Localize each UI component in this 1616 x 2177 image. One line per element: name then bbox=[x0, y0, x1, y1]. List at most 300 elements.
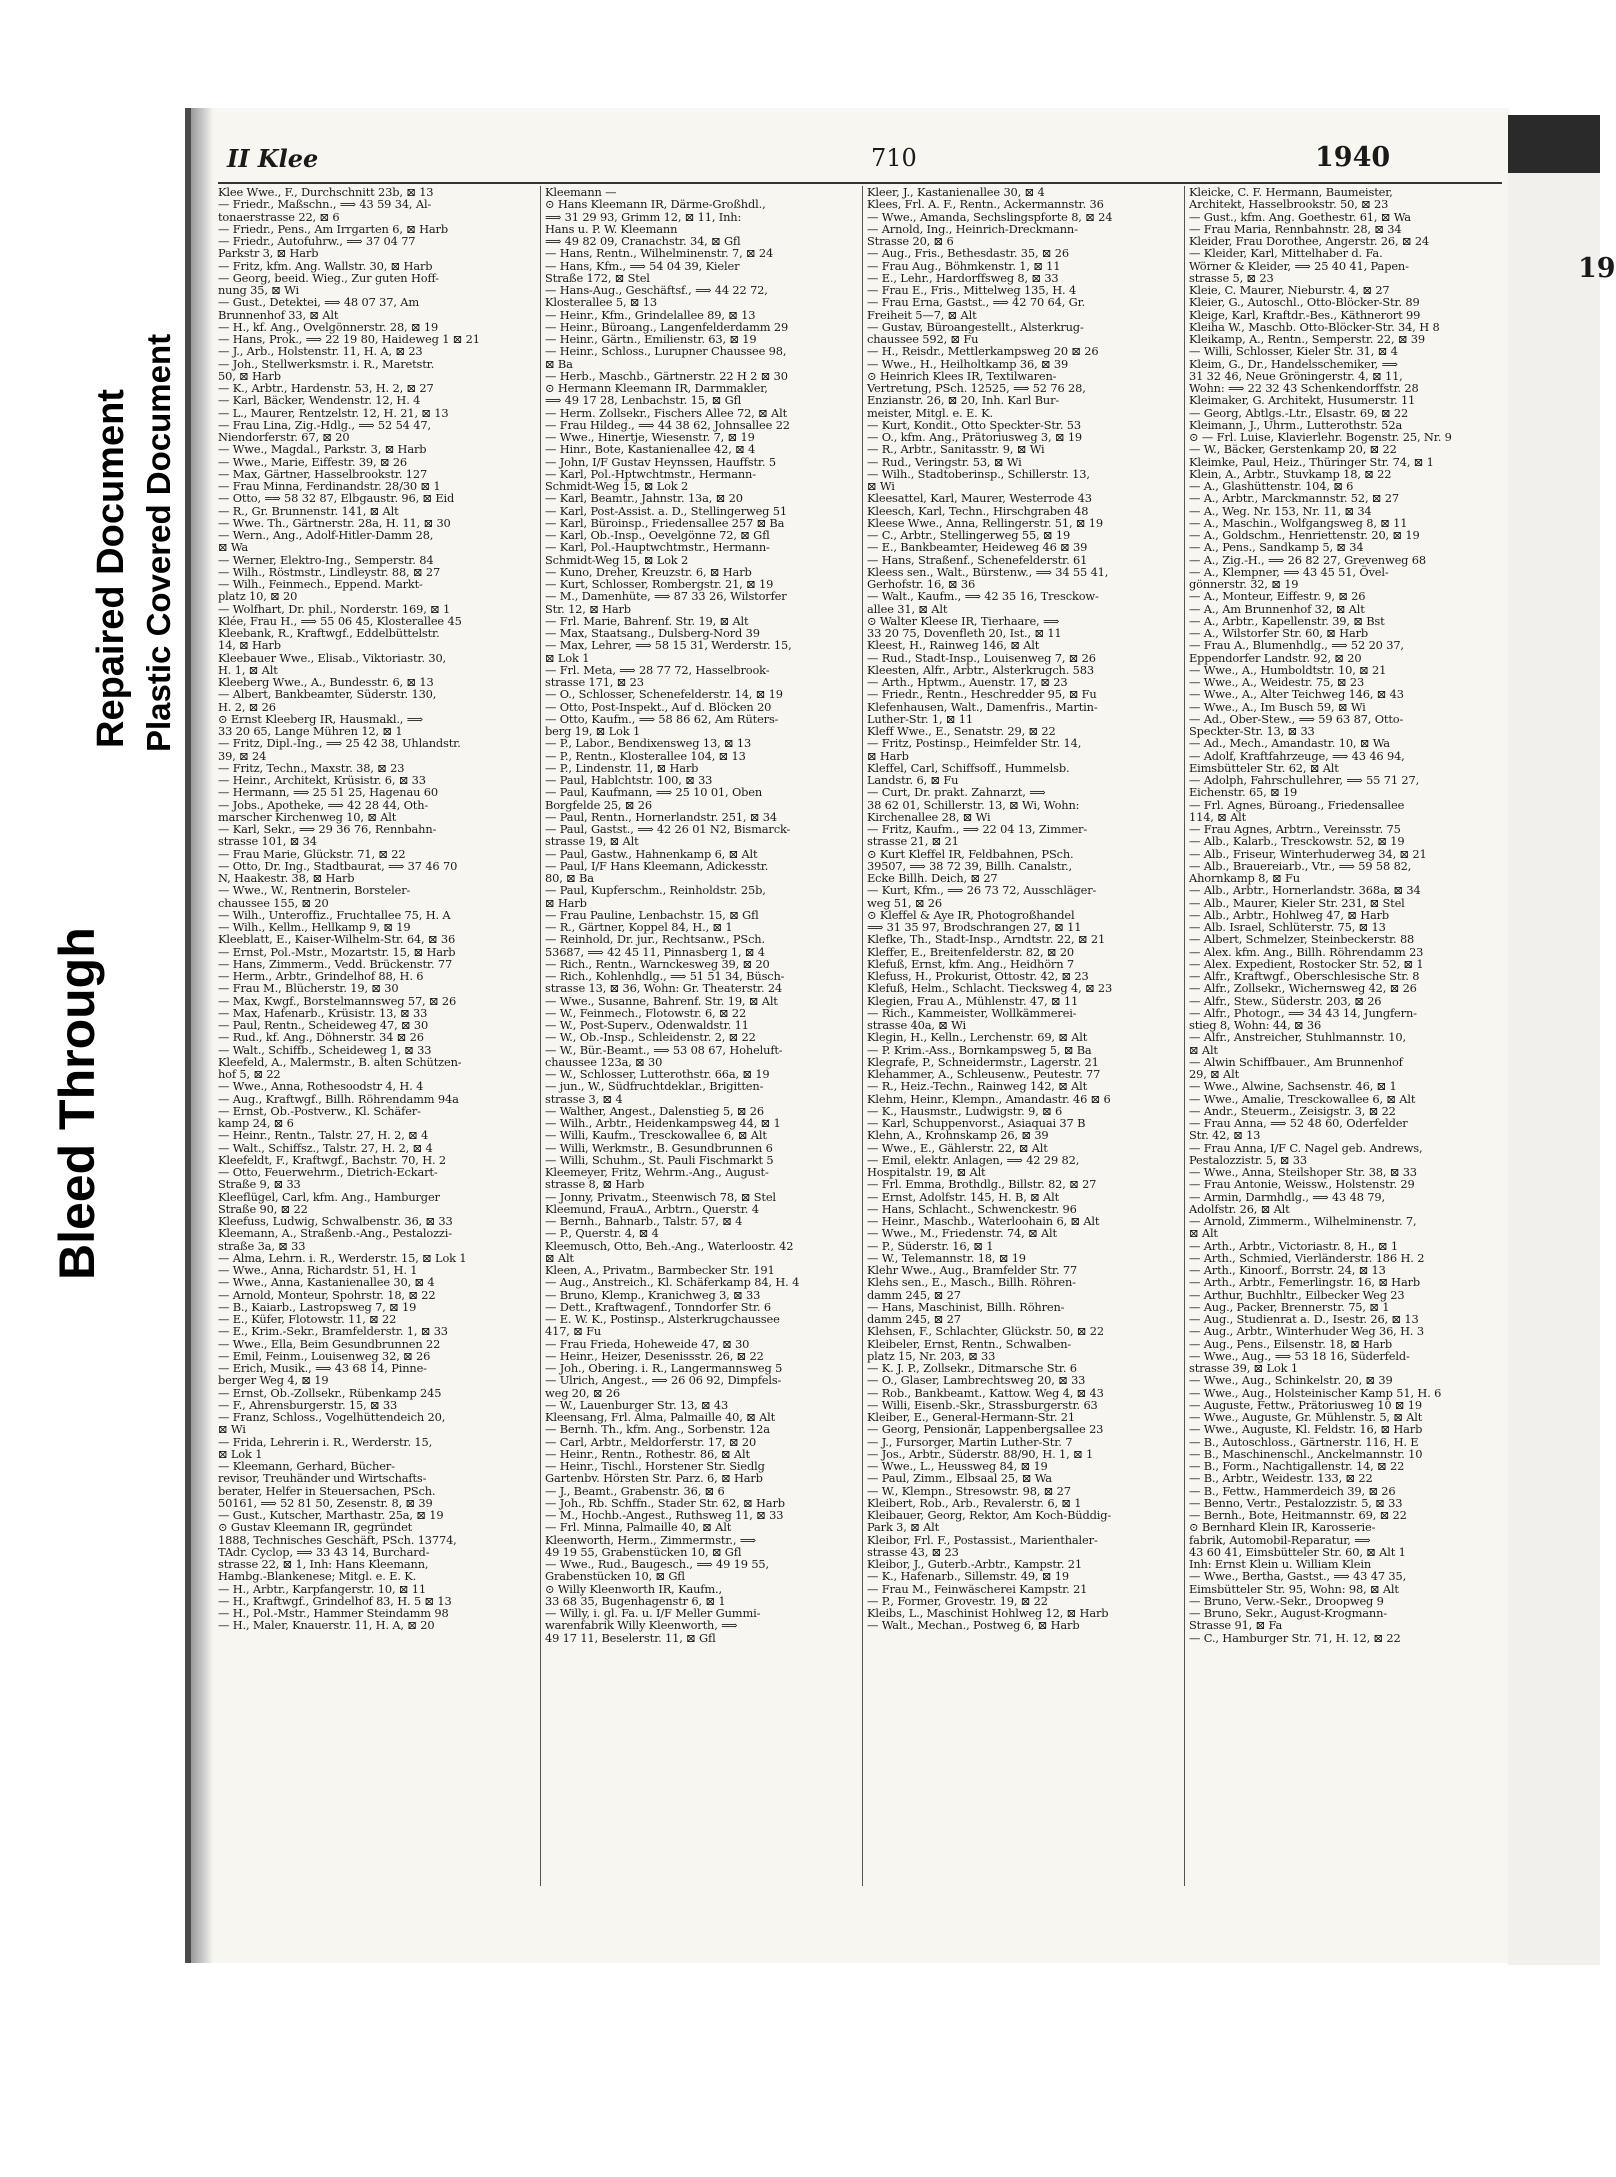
directory-entry: — Fritz, kfm. Ang. Wallstr. 30, ⊠ Harb bbox=[218, 258, 433, 273]
directory-entry: — Karl, Post-Assist. a. D., Stellingerweg 51 bbox=[545, 503, 787, 518]
directory-entry: — Max, Kwgf., Borstelmannsweg 57, ⊠ 26 bbox=[218, 993, 457, 1008]
directory-entry: — Frau Antonie, Weissw., Holstenstr. 29 bbox=[1189, 1177, 1415, 1192]
directory-entry: — P., Querstr. 4, ⊠ 4 bbox=[545, 1226, 659, 1241]
directory-entry: — C., Hamburger Str. 71, H. 12, ⊠ 22 bbox=[1189, 1630, 1401, 1645]
directory-entry: Klefke, Th., Stadt-Insp., Arndtstr. 22, ⊠ 21 bbox=[867, 932, 1106, 947]
directory-entry: damm 245, ⊠ 27 bbox=[867, 1287, 961, 1302]
directory-entry: berater, Helfer in Steuersachen, PSch. bbox=[218, 1483, 436, 1498]
directory-entry: Schmidt-Weg 15, ⊠ Lok 2 bbox=[545, 479, 689, 493]
directory-entry: — Wwe., Auguste, Kl. Feldstr. 16, ⊠ Harb bbox=[1189, 1422, 1423, 1437]
directory-entry: — Alb., Brauereiarb., Vtr., ⟹ 59 58 82, bbox=[1189, 858, 1412, 873]
directory-entry: nung 35, ⊠ Wi bbox=[218, 283, 300, 297]
directory-entry: strasse 19, ⊠ Alt bbox=[545, 834, 639, 849]
directory-entry: — E., Krim.-Sekr., Bramfelderstr. 1, ⊠ 33 bbox=[218, 1324, 448, 1339]
directory-entry: — Wwe., Marie, Eiffestr. 39, ⊠ 26 bbox=[218, 454, 408, 469]
directory-entry: — Adolf, Kraftfahrzeuge, ⟹ 43 46 94, bbox=[1189, 748, 1405, 763]
directory-entry: ⊠ Wi bbox=[218, 1422, 246, 1437]
directory-entry: — Friedr., Pens., Am Irrgarten 6, ⊠ Harb bbox=[218, 221, 448, 236]
directory-entry: 39507, ⟹ 38 72 39, Billh. Canalstr., bbox=[867, 858, 1073, 873]
directory-entry: — Alb., Arbtr., Hornerlandstr. 368a, ⊠ 34 bbox=[1189, 883, 1421, 898]
directory-entry: — Kurt, Schlosser, Rombergstr. 21, ⊠ 19 bbox=[545, 577, 774, 591]
directory-entry: — Alb. Israel, Schlüterstr. 75, ⊠ 13 bbox=[1189, 920, 1386, 934]
directory-entry: — W., Klempn., Stresowstr. 98, ⊠ 27 bbox=[867, 1483, 1071, 1498]
directory-entry: — Bernh., Bahnarb., Talstr. 57, ⊠ 4 bbox=[545, 1214, 743, 1228]
directory-entry: — jun., W., Südfruchtdeklar., Brigitten- bbox=[545, 1079, 764, 1094]
directory-entry: — Walt., Mechan., Postweg 6, ⊠ Harb bbox=[867, 1618, 1080, 1633]
directory-entry: — Werner, Elektro-Ing., Semperstr. 84 bbox=[218, 552, 434, 567]
directory-entry: Straße 9, ⊠ 33 bbox=[218, 1177, 301, 1192]
directory-entry: — Wwe., Alwine, Sachsenstr. 46, ⊠ 1 bbox=[1189, 1079, 1397, 1094]
directory-entry: — H., Arbtr., Karpfangerstr. 10, ⊠ 11 bbox=[218, 1581, 426, 1596]
directory-entry: — R., Gärtner, Koppel 84, H., ⊠ 1 bbox=[545, 920, 733, 934]
directory-entry: — Ulrich, Angest., ⟹ 26 06 92, Dimpfels- bbox=[545, 1373, 782, 1388]
directory-entry: Wörner & Kleider, ⟹ 25 40 41, Papen- bbox=[1189, 258, 1409, 273]
directory-entry: — A., Glashüttenstr. 104, ⊠ 6 bbox=[1189, 479, 1354, 493]
directory-entry: Klehammer, A., Schleusenw., Peutestr. 77 bbox=[867, 1067, 1101, 1081]
directory-entry: — Alfr., Anstreicher, Stuhlmannstr. 10, bbox=[1189, 1030, 1406, 1045]
directory-entry: — H., kf. Ang., Ovelgönnerstr. 28, ⊠ 19 bbox=[218, 319, 439, 334]
directory-entry: Speckter-Str. 13, ⊠ 33 bbox=[1189, 724, 1315, 738]
directory-entry: Klein, A., Arbtr., Stuvkamp 18, ⊠ 22 bbox=[1189, 466, 1392, 481]
directory-entry: Kleesch, Karl, Techn., Hirschgraben 48 bbox=[867, 503, 1089, 518]
directory-entry: — W., Bür.-Beamt., ⟹ 53 08 67, Hoheluft- bbox=[545, 1042, 783, 1057]
directory-column-4 bbox=[1184, 186, 1501, 1886]
repaired-document-label: Repaired Document bbox=[90, 389, 132, 748]
directory-entry: — Paul, Kaufmann, ⟹ 25 10 01, Oben bbox=[545, 785, 763, 800]
page-number: 710 bbox=[871, 144, 917, 172]
directory-entry: — Wwe., Amalie, Tresckowallee 6, ⊠ Alt bbox=[1189, 1091, 1416, 1106]
page-header bbox=[215, 138, 1505, 174]
directory-entry: — F., Ahrensburgerstr. 15, ⊠ 33 bbox=[218, 1397, 398, 1412]
directory-entry: 49 17 11, Beselerstr. 11, ⊠ Gfl bbox=[545, 1630, 716, 1645]
directory-entry: — O., Glaser, Lambrechtsweg 20, ⊠ 33 bbox=[867, 1373, 1086, 1388]
directory-entry: — E., Küfer, Flotowstr. 11, ⊠ 22 bbox=[218, 1312, 397, 1326]
directory-entry: Architekt, Hasselbrookstr. 50, ⊠ 23 bbox=[1189, 197, 1389, 212]
directory-entry: — Frau Pauline, Lenbachstr. 15, ⊠ Gfl bbox=[545, 907, 759, 922]
directory-entry: 1888, Technisches Geschäft, PSch. 13774, bbox=[218, 1532, 457, 1547]
directory-entry: 39, ⊠ 24 bbox=[218, 748, 267, 763]
directory-entry: Freiheit 5—7, ⊠ Alt bbox=[867, 307, 977, 322]
directory-entry: Kleibert, Rob., Arb., Revalerstr. 6, ⊠ 1 bbox=[867, 1495, 1082, 1510]
directory-entry: — Wwe., Amanda, Sechslingspforte 8, ⊠ 24 bbox=[867, 209, 1113, 224]
directory-entry: Hans u. P. W. Kleemann bbox=[545, 221, 678, 236]
directory-entry: — Gust., Kutscher, Marthastr. 25a, ⊠ 19 bbox=[218, 1508, 444, 1522]
directory-entry: Gerhofstr. 16, ⊠ 36 bbox=[867, 577, 976, 591]
directory-entry: — Alb., Friseur, Winterhuderweg 34, ⊠ 21 bbox=[1189, 846, 1427, 861]
directory-entry: — Frau Maria, Rennbahnstr. 28, ⊠ 34 bbox=[1189, 221, 1402, 236]
directory-entry: Kleicke, C. F. Hermann, Baumeister, bbox=[1189, 185, 1393, 199]
directory-entry: — Curt, Dr. prakt. Zahnarzt, ⟹ bbox=[867, 785, 1046, 800]
directory-entry: — Wwe., L., Heussweg 84, ⊠ 19 bbox=[867, 1459, 1048, 1473]
directory-entry: — B., Maschinenschl., Anckelmannstr. 10 bbox=[1189, 1446, 1423, 1461]
directory-entry: Kleffel, Carl, Schiffsoff., Hummelsb. bbox=[867, 760, 1070, 775]
directory-entry: Kleensang, Frl. Alma, Palmaille 40, ⊠ Alt bbox=[545, 1410, 776, 1424]
directory-entry: — Willi, Schuhm., St. Pauli Fischmarkt 5 bbox=[545, 1152, 774, 1167]
directory-entry: Kleemann, A., Straßenb.-Ang., Pestalozzi- bbox=[218, 1226, 452, 1241]
directory-entry: — B., Fettw., Hammerdeich 39, ⊠ 26 bbox=[1189, 1483, 1396, 1498]
directory-entry: — Wwe., Aug., ⟹ 53 18 16, Süderfeld- bbox=[1189, 1348, 1410, 1363]
directory-entry: — Walt., Kaufm., ⟹ 42 35 16, Tresckow- bbox=[867, 589, 1099, 604]
directory-entry: — Rob., Bankbeamt., Kattow. Weg 4, ⊠ 43 bbox=[867, 1385, 1104, 1400]
directory-entry: Kleesattel, Karl, Maurer, Westerrode 43 bbox=[867, 491, 1092, 506]
directory-entry: strasse 13, ⊠ 36, Wohn: Gr. Theaterstr. 24 bbox=[545, 981, 783, 996]
directory-entry: Kleemund, FrauA., Arbtrn., Querstr. 4 bbox=[545, 1201, 759, 1216]
directory-entry: strasse 40a, ⊠ Wi bbox=[867, 1018, 967, 1032]
directory-entry: — Ad., Mech., Amandastr. 10, ⊠ Wa bbox=[1189, 736, 1390, 751]
directory-entry: Strasse 20, ⊠ 6 bbox=[867, 234, 954, 248]
directory-entry: — Rud., Veringstr. 53, ⊠ Wi bbox=[867, 454, 1022, 469]
directory-entry: ⊠ Alt bbox=[1189, 1226, 1218, 1241]
directory-entry: ⊠ Wa bbox=[218, 540, 249, 555]
directory-entry: — Karl, Pol.-Hauptwchtmstr., Hermann- bbox=[545, 540, 770, 555]
directory-entry: — Wilh., Kellm., Hellkamp 9, ⊠ 19 bbox=[218, 920, 411, 934]
directory-entry: — Aug., Packer, Brennerstr. 75, ⊠ 1 bbox=[1189, 1299, 1390, 1314]
directory-entry: Eimsbütteler Str. 95, Wohn: 98, ⊠ Alt bbox=[1189, 1581, 1399, 1596]
directory-entry: — Wwe., W., Rentnerin, Borsteler- bbox=[218, 883, 411, 898]
directory-entry: — Friedr., Maßschn., ⟹ 43 59 34, Al- bbox=[218, 197, 432, 212]
directory-entry: — Hans, Prok., ⟹ 22 19 80, Haideweg 1 ⊠ 21 bbox=[218, 332, 480, 346]
directory-entry: straße 3a, ⊠ 33 bbox=[218, 1238, 306, 1253]
directory-entry: — C., Arbtr., Stellingerweg 55, ⊠ 19 bbox=[867, 528, 1071, 542]
directory-entry: — Armin, Darmhdlg., ⟹ 43 48 79, bbox=[1189, 1189, 1385, 1204]
directory-entry: — Wwe. Th., Gärtnerstr. 28a, H. 11, ⊠ 30 bbox=[218, 515, 451, 530]
directory-entry: — Paul, Gastw., Hahnenkamp 6, ⊠ Alt bbox=[545, 846, 758, 861]
directory-entry: ⊠ Lok 1 bbox=[218, 1446, 263, 1461]
directory-entry: — Walther, Angest., Dalenstieg 5, ⊠ 26 bbox=[545, 1103, 764, 1118]
directory-entry: — Paul, I/F Hans Kleemann, Adickesstr. bbox=[545, 858, 769, 873]
directory-entry: — Wilh., Feinmech., Eppend. Markt- bbox=[218, 577, 423, 591]
directory-entry: — Paul, Rentn., Scheideweg 47, ⊠ 30 bbox=[218, 1018, 429, 1032]
directory-entry: — Wwe., Ella, Beim Gesundbrunnen 22 bbox=[218, 1336, 441, 1351]
directory-entry: Kleibor, J., Guterb.-Arbtr., Kampstr. 21 bbox=[867, 1557, 1082, 1571]
directory-entry: Kleenworth, Herm., Zimmermstr., ⟹ bbox=[545, 1532, 756, 1547]
directory-entry: — Frau Anna, I/F C. Nagel geb. Andrews, bbox=[1189, 1140, 1423, 1155]
directory-entry: — Hans, Maschinist, Billh. Röhren- bbox=[867, 1299, 1065, 1314]
directory-entry: Vertretung, PSch. 12525, ⟹ 52 76 28, bbox=[867, 381, 1086, 395]
adjacent-page-edge bbox=[1508, 115, 1616, 1965]
directory-entry: — Frau Minna, Ferdinandstr. 28/30 ⊠ 1 bbox=[218, 479, 441, 493]
directory-entry: — Wilh., Unteroffiz., Fruchtallee 75, H. A bbox=[218, 907, 451, 922]
directory-entry: — Frau Frieda, Hoheweide 47, ⊠ 30 bbox=[545, 1336, 750, 1351]
directory-entry: — P., Former, Grovestr. 19, ⊠ 22 bbox=[867, 1593, 1048, 1608]
directory-entry: 49 19 55, Grabenstücken 10, ⊠ Gfl bbox=[545, 1544, 742, 1559]
directory-entry: — Wwe., Anna, Richardstr. 51, H. 1 bbox=[218, 1263, 418, 1277]
directory-entry: — Frau Erna, Gastst., ⟹ 42 70 64, Gr. bbox=[867, 295, 1086, 310]
directory-entry: 33 20 75, Dovenfleth 20, Ist., ⊠ 11 bbox=[867, 626, 1062, 640]
directory-entry: — Joh., Obering. i. R., Langermannsweg 5 bbox=[545, 1361, 783, 1375]
directory-entry: Hambg.-Blankenese; Mitgl. e. E. K. bbox=[218, 1569, 417, 1584]
directory-entry: ⊙ Walter Kleese IR, Tierhaare, ⟹ bbox=[867, 613, 1060, 628]
directory-entry: — Adolph, Fahrschullehrer, ⟹ 55 71 27, bbox=[1189, 773, 1420, 787]
directory-entry: — A., Wilstorfer Str. 60, ⊠ Harb bbox=[1189, 626, 1369, 640]
directory-entry: Pestalozzistr. 5, ⊠ 33 bbox=[1189, 1152, 1307, 1167]
directory-entry: Brunnenhof 33, ⊠ Alt bbox=[218, 307, 339, 322]
directory-entry: 43 60 41, Eimsbütteler Str. 60, ⊠ Alt 1 bbox=[1189, 1544, 1406, 1559]
directory-entry: Kleebauer Wwe., Elisab., Viktoriastr. 30, bbox=[218, 650, 447, 665]
directory-entry: Str. 12, ⊠ Harb bbox=[545, 601, 631, 616]
directory-entry: Kleebank, R., Kraftwgf., Eddelbüttelstr. bbox=[218, 626, 440, 640]
directory-entry: — E., Bankbeamter, Heideweg 46 ⊠ 39 bbox=[867, 540, 1088, 555]
directory-entry: — Wern., Ang., Adolf-Hitler-Damm 28, bbox=[218, 528, 434, 542]
directory-entry: — Rich., Rentn., Warnckesweg 39, ⊠ 20 bbox=[545, 956, 770, 971]
directory-entry: weg 51, ⊠ 26 bbox=[867, 895, 942, 910]
directory-entry: — Wwe., Aug., Holsteinischer Kamp 51, H. 6 bbox=[1189, 1385, 1442, 1400]
directory-entry: — A., Arbtr., Marckmannstr. 52, ⊠ 27 bbox=[1189, 491, 1399, 506]
directory-entry: — A., Zig.-H., ⟹ 26 82 27, Grevenweg 68 bbox=[1189, 552, 1426, 567]
directory-entry: gönnerstr. 32, ⊠ 19 bbox=[1189, 577, 1299, 591]
directory-entry: — Aug., Fris., Bethesdastr. 35, ⊠ 26 bbox=[867, 246, 1069, 261]
directory-entry: Wohn: ⟹ 22 32 43 Schenkendorffstr. 28 bbox=[1189, 381, 1419, 395]
directory-entry: — Hans, Kfm., ⟹ 54 04 39, Kieler bbox=[545, 258, 740, 273]
directory-entry: — Hermann, ⟹ 25 51 25, Hagenau 60 bbox=[218, 785, 438, 800]
directory-entry: strasse 8, ⊠ Harb bbox=[545, 1177, 645, 1192]
directory-entry: — E., Lehr., Hardorffsweg 8, ⊠ 33 bbox=[867, 270, 1059, 285]
directory-entry: — Willi, Eisenb.-Skr., Strassburgerstr. 63 bbox=[867, 1397, 1098, 1412]
directory-entry: Grabenstücken 10, ⊠ Gfl bbox=[545, 1569, 685, 1584]
directory-entry: — Fritz, Kaufm., ⟹ 22 04 13, Zimmer- bbox=[867, 822, 1088, 836]
directory-entry: — Gust., kfm. Ang. Goethestr. 61, ⊠ Wa bbox=[1189, 209, 1411, 224]
directory-entry: — Herm., Arbtr., Grindelhof 88, H. 6 bbox=[218, 969, 424, 983]
directory-entry: — P., Süderstr. 16, ⊠ 1 bbox=[867, 1238, 994, 1253]
directory-entry: — Jos., Arbtr., Süderstr. 88/90, H. 1, ⊠ 1 bbox=[867, 1446, 1094, 1461]
directory-entry: 31 32 46, Neue Gröningerstr. 4, ⊠ 11, bbox=[1189, 368, 1403, 383]
directory-entry: strasse 101, ⊠ 34 bbox=[218, 834, 317, 849]
directory-entry: — M., Damenhüte, ⟹ 87 33 26, Wilstorfer bbox=[545, 589, 787, 604]
directory-entry: — B., Kaiarb., Lastropsweg 7, ⊠ 19 bbox=[218, 1299, 417, 1314]
directory-entry: — Georg, beeid. Wieg., Zur guten Hoff- bbox=[218, 270, 439, 285]
year-label: 1940 bbox=[1315, 142, 1391, 173]
directory-entry: — Ernst, Ob.-Zollsekr., Rübenkamp 245 bbox=[218, 1385, 442, 1400]
directory-entry: — Max, Staatsang., Dulsberg-Nord 39 bbox=[545, 626, 760, 640]
next-page-number: 19 bbox=[1578, 253, 1616, 284]
directory-entry: — Karl, Büroinsp., Friedensallee 257 ⊠ Ba bbox=[545, 515, 785, 530]
directory-entry: — Rud., kf. Ang., Döhnerstr. 34 ⊠ 26 bbox=[218, 1030, 424, 1045]
directory-entry: revisor, Treuhänder und Wirtschafts- bbox=[218, 1471, 427, 1486]
directory-entry: — Max, Hafenarb., Krüsistr. 13, ⊠ 33 bbox=[218, 1005, 428, 1020]
directory-entry: 14, ⊠ Harb bbox=[218, 638, 281, 653]
directory-entry: Schmidt-Weg 15, ⊠ Lok 2 bbox=[545, 552, 689, 567]
directory-entry: Straße 90, ⊠ 22 bbox=[218, 1201, 308, 1216]
directory-entry: — Wwe., Anna, Kastanienallee 30, ⊠ 4 bbox=[218, 1275, 435, 1290]
directory-entry: Kleff Wwe., E., Senatstr. 29, ⊠ 22 bbox=[867, 724, 1056, 738]
directory-entry: — Gust., Detektei, ⟹ 48 07 37, Am bbox=[218, 295, 420, 310]
directory-entry: ⟹ 31 35 97, Brodschrangen 27, ⊠ 11 bbox=[867, 920, 1082, 934]
directory-entry: ⊠ Lok 1 bbox=[545, 650, 590, 665]
directory-entry: ⊙ Willy Kleenworth IR, Kaufm., bbox=[545, 1581, 722, 1596]
directory-entry: — Max, Lehrer, ⟹ 58 15 31, Werderstr. 15, bbox=[545, 638, 792, 653]
directory-entry: — Bernh. Th., kfm. Ang., Sorbenstr. 12a bbox=[545, 1422, 770, 1437]
directory-entry: Enzianstr. 26, ⊠ 20, Inh. Karl Bur- bbox=[867, 393, 1060, 408]
directory-entry: — Alb., Kalarb., Tresckowstr. 52, ⊠ 19 bbox=[1189, 834, 1405, 849]
directory-entry: — Friedr., Autofuhrw., ⟹ 37 04 77 bbox=[218, 234, 416, 248]
directory-entry: Niendorferstr. 67, ⊠ 20 bbox=[218, 430, 350, 444]
directory-entry: Kleikamp, A., Rentn., Semperstr. 22, ⊠ 39 bbox=[1189, 332, 1426, 346]
directory-entry: — Hinr., Bote, Kastanienallee 42, ⊠ 4 bbox=[545, 442, 756, 457]
directory-entry: strasse 21, ⊠ 21 bbox=[867, 834, 959, 849]
directory-entry: Kleffer, E., Breitenfelderstr. 82, ⊠ 20 bbox=[867, 944, 1075, 959]
directory-entry: Strasse 91, ⊠ Fa bbox=[1189, 1618, 1283, 1633]
directory-entry: — Wolfhart, Dr. phil., Norderstr. 169, ⊠ 1 bbox=[218, 601, 451, 616]
directory-entry: Landstr. 6, ⊠ Fu bbox=[867, 773, 959, 787]
directory-entry: N, Haakestr. 38, ⊠ Harb bbox=[218, 871, 355, 885]
directory-entry: — Wwe., Anna, Rothesoodstr 4, H. 4 bbox=[218, 1079, 424, 1094]
directory-entry: — R., Heiz.-Techn., Rainweg 142, ⊠ Alt bbox=[867, 1079, 1088, 1094]
plastic-covered-label: Plastic Covered Document bbox=[140, 333, 177, 752]
directory-entry: — Reinhold, Dr. jur., Rechtsanw., PSch. bbox=[545, 932, 765, 947]
directory-entry: 38 62 01, Schillerstr. 13, ⊠ Wi, Wohn: bbox=[867, 797, 1080, 812]
directory-entry: Klehm, Heinr., Klempn., Amandastr. 46 ⊠ 6 bbox=[867, 1091, 1111, 1106]
directory-entry: — Friedr., Rentn., Heschredder 95, ⊠ Fu bbox=[867, 687, 1097, 702]
directory-entry: — Frl. Emma, Brothdlg., Billstr. 82, ⊠ 27 bbox=[867, 1177, 1097, 1192]
directory-entry: — W., Feinmech., Flotowstr. 6, ⊠ 22 bbox=[545, 1005, 747, 1020]
directory-entry: — Frau Anna, ⟹ 52 48 60, Oderfelder bbox=[1189, 1116, 1408, 1130]
directory-entry: — Otto, Feuerwehrm., Dietrich-Eckart- bbox=[218, 1165, 438, 1179]
directory-entry: — A., Maschin., Wolfgangsweg 8, ⊠ 11 bbox=[1189, 515, 1408, 530]
scan-shadow bbox=[1508, 115, 1600, 173]
directory-entry: platz 15, Nr. 203, ⊠ 33 bbox=[867, 1348, 996, 1363]
directory-entry: — Alb., Arbtr., Hohlweg 47, ⊠ Harb bbox=[1189, 907, 1390, 922]
directory-entry: Kleess sen., Walt., Bürstenw., ⟹ 34 55 41, bbox=[867, 564, 1109, 579]
directory-entry: — Karl, Schuppenvorst., Asiaquai 37 B bbox=[867, 1116, 1086, 1130]
directory-entry: — Alb., Maurer, Kieler Str. 231, ⊠ Stel bbox=[1189, 895, 1405, 910]
directory-entry: — W., Ob.-Insp., Schleidenstr. 2, ⊠ 22 bbox=[545, 1030, 756, 1045]
directory-entry: — Willi, Schlosser, Kieler Str. 31, ⊠ 4 bbox=[1189, 344, 1398, 359]
directory-entry: — Frl. Minna, Palmaille 40, ⊠ Alt bbox=[545, 1520, 732, 1535]
directory-entry: — Arth., Kinoorf., Borrstr. 24, ⊠ 13 bbox=[1189, 1263, 1386, 1277]
directory-entry: — Bruno, Verw.-Sekr., Droopweg 9 bbox=[1189, 1593, 1384, 1608]
directory-entry: — Fritz, Dipl.-Ing., ⟹ 25 42 38, Uhlandstr. bbox=[218, 736, 461, 751]
directory-entry: — A., Am Brunnenhof 32, ⊠ Alt bbox=[1189, 601, 1365, 616]
directory-entry: Gartenbv. Hörsten Str. Parz. 6, ⊠ Harb bbox=[545, 1471, 763, 1486]
directory-entry: — Wwe., Rud., Baugesch., ⟹ 49 19 55, bbox=[545, 1557, 769, 1571]
directory-entry: — Hans, Zimmerm., Vedd. Brückenstr. 77 bbox=[218, 956, 453, 971]
directory-entry: ⊠ Alt bbox=[1189, 1042, 1218, 1057]
directory-entry: — O., Schlosser, Schenefelderstr. 14, ⊠ 19 bbox=[545, 687, 783, 702]
directory-entry: Borgfelde 25, ⊠ 26 bbox=[545, 797, 652, 812]
directory-entry: strasse 22, ⊠ 1, Inh: Hans Kleemann, bbox=[218, 1557, 429, 1571]
directory-entry: — Herm. Zollsekr., Fischers Allee 72, ⊠ Alt bbox=[545, 405, 788, 420]
directory-entry: — Arth., Arbtr., Victoriastr. 8, H., ⊠ 1 bbox=[1189, 1238, 1398, 1253]
directory-entry: — Wwe., E., Gählerstr. 22, ⊠ Alt bbox=[867, 1140, 1048, 1155]
directory-entry: ⟹ 31 29 93, Grimm 12, ⊠ 11, Inh: bbox=[545, 209, 742, 224]
directory-entry: — Paul, Rentn., Hornerlandstr. 251, ⊠ 34 bbox=[545, 809, 777, 824]
directory-entry: — Bruno, Sekr., August-Krogmann- bbox=[1189, 1606, 1387, 1620]
directory-entry: — Alfr., Photogr., ⟹ 34 43 14, Jungfern- bbox=[1189, 1005, 1417, 1020]
directory-entry: platz 10, ⊠ 20 bbox=[218, 589, 298, 604]
directory-entry: Kleeflügel, Carl, kfm. Ang., Hamburger bbox=[218, 1189, 440, 1204]
directory-entry: chaussee 123a, ⊠ 30 bbox=[545, 1054, 663, 1069]
directory-entry: — Arth., Hptwm., Auenstr. 17, ⊠ 23 bbox=[867, 675, 1068, 689]
directory-entry: Str. 42, ⊠ 13 bbox=[1189, 1128, 1261, 1143]
side-label-area bbox=[40, 200, 180, 1280]
directory-entry: — Alex. Expedient, Rostocker Str. 52, ⊠ 1 bbox=[1189, 956, 1424, 971]
directory-entry: — John, I/F Gustav Heynssen, Hauffstr. 5 bbox=[545, 454, 776, 469]
directory-entry: — K., Hafenarb., Sillemstr. 49, ⊠ 19 bbox=[867, 1569, 1069, 1584]
directory-entry: Klehr Wwe., Aug., Bramfelder Str. 77 bbox=[867, 1263, 1078, 1277]
directory-entry: — Heinr., Architekt, Krüsistr. 6, ⊠ 33 bbox=[218, 773, 426, 787]
directory-entry: — Alex. kfm. Ang., Billh. Röhrendamm 23 bbox=[1189, 944, 1424, 959]
directory-entry: — P., Lindenstr. 11, ⊠ Harb bbox=[545, 760, 699, 775]
directory-entry: TAdr. Cyclop, ⟹ 33 43 14, Burchard- bbox=[218, 1544, 430, 1559]
directory-entry: Klegin, H., Kelln., Lerchenstr. 69, ⊠ Alt bbox=[867, 1030, 1088, 1045]
directory-entry: strasse 5, ⊠ 23 bbox=[1189, 270, 1274, 285]
directory-entry: — Alwin Schiffbauer., Am Brunnenhof bbox=[1189, 1054, 1403, 1069]
directory-entry: Kleemeyer, Fritz, Wehrm.-Ang., August- bbox=[545, 1165, 769, 1179]
directory-entry: ⊠ Harb bbox=[867, 748, 909, 763]
directory-entry: — B., Form., Nachtigallenstr. 14, ⊠ 22 bbox=[1189, 1459, 1405, 1473]
directory-entry: Straße 172, ⊠ Stel bbox=[545, 270, 650, 285]
directory-entry: — Hans-Aug., Geschäftsf., ⟹ 44 22 72, bbox=[545, 283, 768, 297]
directory-entry: Park 3, ⊠ Alt bbox=[867, 1520, 940, 1535]
directory-entry: — Karl, Sekr., ⟹ 29 36 76, Rennbahn- bbox=[218, 822, 437, 836]
directory-entry: ⊙ Bernhard Klein IR, Karosserie- bbox=[1189, 1520, 1376, 1535]
directory-entry: — A., Goldschm., Henriettenstr. 20, ⊠ 19 bbox=[1189, 528, 1420, 542]
directory-entry: — Georg, Pensionär, Lappenbergsallee 23 bbox=[867, 1422, 1104, 1437]
directory-entry: Kleen, A., Privatm., Barmbecker Str. 191 bbox=[545, 1263, 775, 1277]
directory-entry: — W., Telemannstr. 18, ⊠ 19 bbox=[867, 1250, 1026, 1265]
bleed-through-label: Bleed Through bbox=[49, 927, 105, 1280]
directory-entry: fabrik, Automobil-Reparatur, ⟹ bbox=[1189, 1532, 1371, 1547]
directory-entry: — Emil, Feinm., Louisenweg 32, ⊠ 26 bbox=[218, 1348, 431, 1363]
directory-entry: — Frau Lina, Zig.-Hdlg., ⟹ 52 54 47, bbox=[218, 417, 431, 432]
directory-entry: — Jobs., Apotheke, ⟹ 42 28 44, Oth- bbox=[218, 797, 429, 812]
directory-entry: — Heinr., Rentn., Rothestr. 86, ⊠ Alt bbox=[545, 1446, 750, 1461]
directory-entry: — R., Gr. Brunnenstr. 141, ⊠ Alt bbox=[218, 503, 399, 518]
directory-entry: strasse 171, ⊠ 23 bbox=[545, 675, 644, 689]
directory-entry: — Jonny, Privatm., Steenwisch 78, ⊠ Stel bbox=[545, 1189, 776, 1204]
directory-entry: — Ernst, Pol.-Mstr., Mozartstr. 15, ⊠ Harb bbox=[218, 944, 456, 959]
directory-entry: — Kleider, Karl, Mittelhaber d. Fa. bbox=[1189, 246, 1383, 261]
directory-entry: Klefuss, H., Prokurist, Ottostr. 42, ⊠ 23 bbox=[867, 969, 1089, 983]
directory-entry: — Aug., Anstreich., Kl. Schäferkamp 84, H. 4 bbox=[545, 1275, 800, 1290]
directory-entry: Kleie, C. Maurer, Nieburstr. 4, ⊠ 27 bbox=[1189, 283, 1390, 297]
directory-entry: — Frl. Meta, ⟹ 28 77 72, Hasselbrook- bbox=[545, 662, 770, 677]
page-binding-gutter bbox=[191, 108, 213, 1963]
directory-entry: Parkstr 3, ⊠ Harb bbox=[218, 246, 319, 261]
directory-entry: Kleest, H., Rainweg 146, ⊠ Alt bbox=[867, 638, 1040, 653]
directory-entry: ⊠ Wi bbox=[867, 479, 895, 493]
directory-entry: ⊠ Alt bbox=[545, 1250, 574, 1265]
directory-entry: weg 20, ⊠ 26 bbox=[545, 1385, 620, 1400]
directory-entry: Klée, Frau H., ⟹ 55 06 45, Klosterallee 45 bbox=[218, 613, 462, 628]
directory-entry: — K., Hausmstr., Ludwigstr. 9, ⊠ 6 bbox=[867, 1103, 1063, 1118]
directory-entry: — Wilh., Arbtr., Heidenkampsweg 44, ⊠ 1 bbox=[545, 1116, 781, 1130]
directory-entry: — A., Klempner, ⟹ 43 45 51, Övel- bbox=[1189, 564, 1389, 579]
directory-entry: — Albert, Bankbeamter, Süderstr. 130, bbox=[218, 687, 437, 702]
directory-entry: ⊙ Hans Kleemann IR, Därme-Großhdl., bbox=[545, 197, 766, 212]
directory-entry: 33 20 65, Lange Mühren 12, ⊠ 1 bbox=[218, 724, 403, 738]
directory-entry: Kleeberg Wwe., A., Bundesstr. 6, ⊠ 13 bbox=[218, 675, 434, 689]
directory-entry: — A., Arbtr., Kapellenstr. 39, ⊠ Bst bbox=[1189, 613, 1385, 628]
directory-entry: Klefuß, Ernst, kfm. Ang., Heidhörn 7 bbox=[867, 956, 1074, 971]
directory-entry: — Rud., Stadt-Insp., Louisenweg 7, ⊠ 26 bbox=[867, 650, 1096, 665]
directory-entry: — P. Krim.-Ass., Bornkampsweg 5, ⊠ Ba bbox=[867, 1042, 1092, 1057]
directory-entry: — A., Monteur, Eiffestr. 9, ⊠ 26 bbox=[1189, 589, 1366, 604]
directory-entry: 114, ⊠ Alt bbox=[1189, 809, 1247, 824]
directory-entry: allee 31, ⊠ Alt bbox=[867, 601, 948, 616]
directory-entry: — Emil, elektr. Anlagen, ⟹ 42 29 82, bbox=[867, 1152, 1080, 1167]
directory-entry: — Fritz, Postinsp., Heimfelder Str. 14, bbox=[867, 736, 1082, 751]
directory-entry: — W., Bäcker, Gerstenkamp 20, ⊠ 22 bbox=[1189, 442, 1397, 457]
directory-entry: — Heinr., Tischl., Horstener Str. Siedlg bbox=[545, 1459, 765, 1473]
directory-entry: — Dett., Kraftwagenf., Tonndorfer Str. 6 bbox=[545, 1299, 771, 1314]
directory-entry: — Heinr., Kfm., Grindelallee 89, ⊠ 13 bbox=[545, 307, 756, 322]
directory-entry: strasse 3, ⊠ 4 bbox=[545, 1091, 623, 1106]
directory-entry: — B., Arbtr., Weidestr. 133, ⊠ 22 bbox=[1189, 1471, 1373, 1486]
directory-entry: — L., Maurer, Rentzelstr. 12, H. 21, ⊠ 13 bbox=[218, 405, 449, 420]
directory-entry: — Walt., Schiffb., Scheideweg 1, ⊠ 33 bbox=[218, 1042, 432, 1057]
directory-entry: chaussee 155, ⊠ 20 bbox=[218, 895, 329, 910]
